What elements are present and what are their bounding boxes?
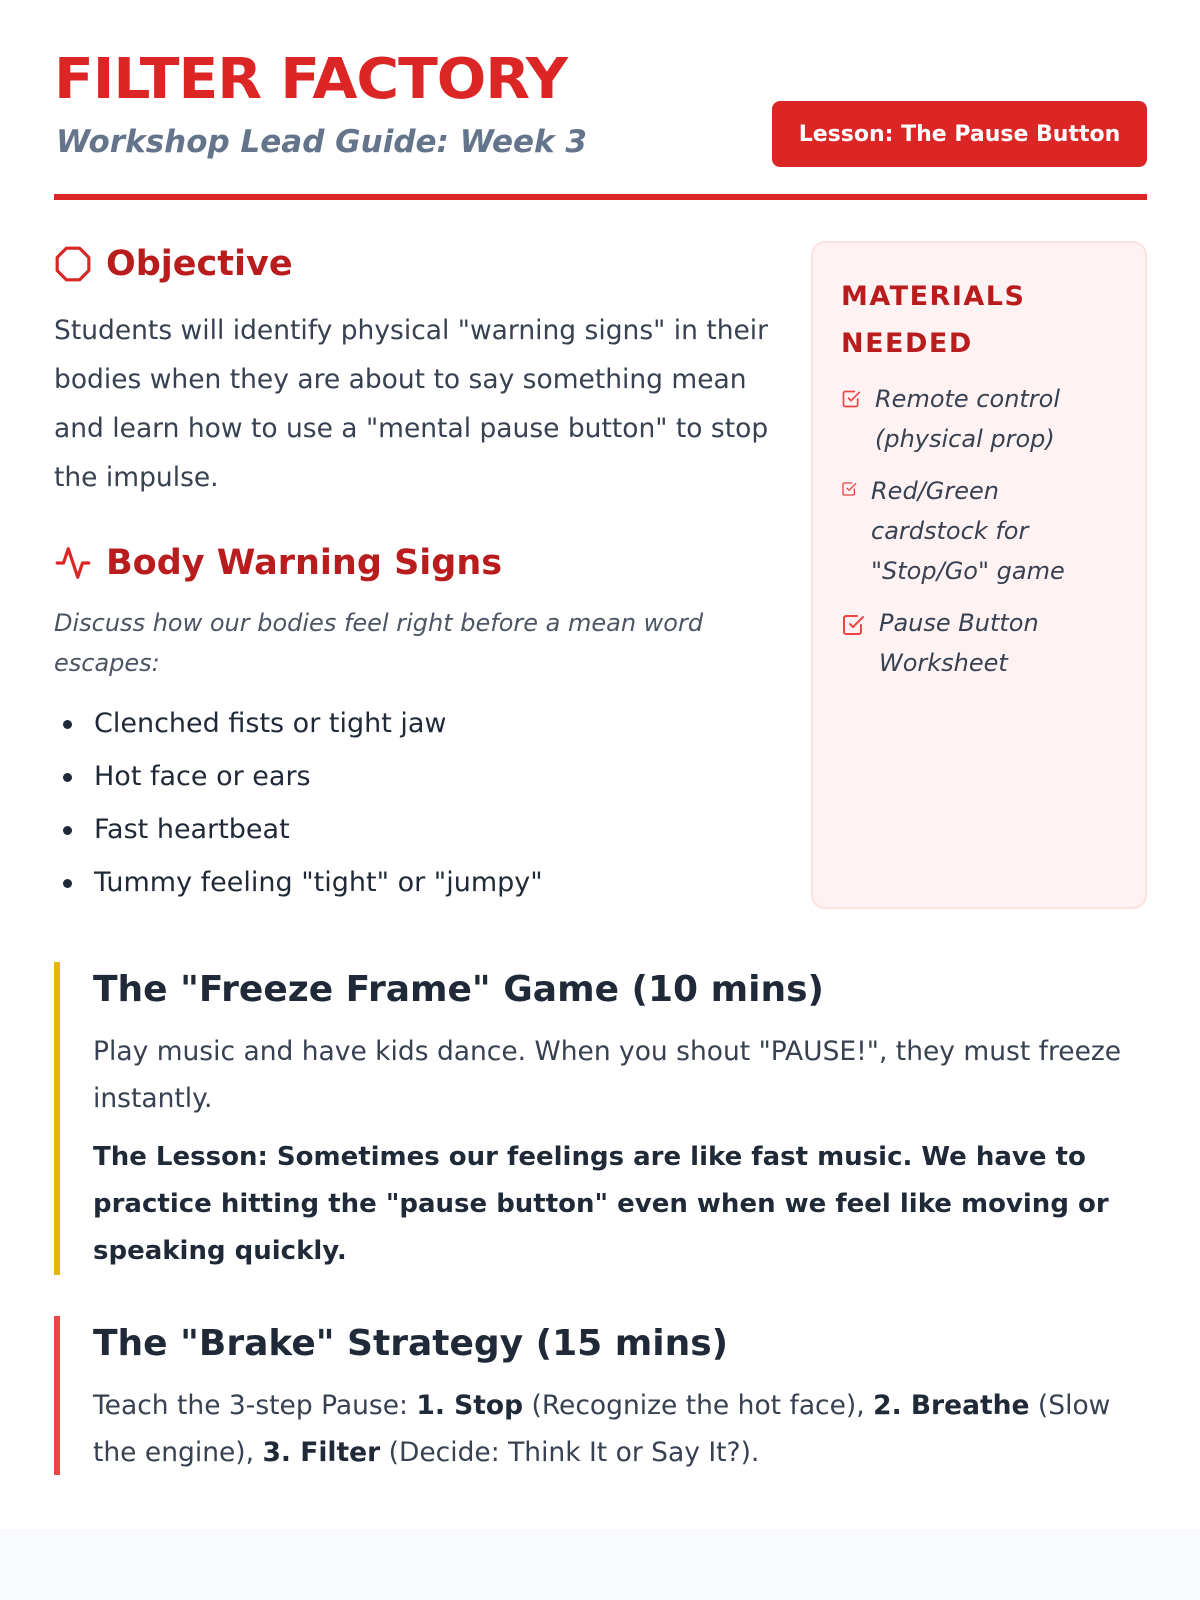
page-subtitle: Workshop Lead Guide: Week 3 <box>56 124 587 160</box>
step-stop: 1. Stop <box>416 1390 524 1421</box>
list-item <box>841 603 1119 683</box>
pulse-icon <box>54 544 92 582</box>
octagon-icon <box>54 245 92 283</box>
activity-text: Play music and have kids dance. When you shout "PAUSE!", they must freeze instantly. <box>93 1036 1122 1114</box>
step-filter: 3. Filter <box>262 1437 381 1468</box>
lesson-page <box>54 0 1147 1468</box>
materials-list <box>841 379 1119 683</box>
warning-signs-section <box>54 543 774 909</box>
objective-heading-text: Objective <box>106 244 293 284</box>
activity-title: The "Brake" Strategy (15 mins) <box>93 1323 729 1364</box>
step-stop-text: (Recognize the hot face), <box>523 1390 874 1421</box>
warning-signs-list <box>54 697 774 909</box>
checkbox-check-icon <box>841 481 857 497</box>
step-filter-text: (Decide: Think It or Say It?). <box>380 1437 760 1468</box>
list-item: Clenched fists or tight jaw <box>54 697 774 750</box>
checkbox-check-icon <box>841 613 865 637</box>
warning-signs-intro: Discuss how our bodies feel right before a mean word escapes: <box>54 609 704 677</box>
step-breathe: 2. Breathe <box>873 1390 1030 1421</box>
step-breathe-text: (Slow the engine), <box>93 1390 1111 1468</box>
activity-title: The "Freeze Frame" Game (10 mins) <box>93 969 824 1010</box>
materials-title: MATERIALS NEEDED <box>841 281 1026 359</box>
material-label: Red/Green cardstock for "Stop/Go" game <box>871 477 1065 585</box>
material-label: Remote control (physical prop) <box>875 385 1061 453</box>
list-item: Tummy feeling "tight" or "jumpy" <box>54 856 774 909</box>
freeze-frame-activity <box>54 962 1147 1275</box>
objective-section <box>54 244 774 502</box>
brake-intro: Teach the 3-step Pause: <box>93 1390 417 1421</box>
page-title: FILTER FACTORY <box>54 47 567 112</box>
materials-panel <box>811 241 1147 909</box>
list-item: Hot face or ears <box>54 750 774 803</box>
list-item <box>841 471 1119 591</box>
activity-lesson: The Lesson: Sometimes our feelings are like fast music. We have to practice hitting the "pause button" even when we feel like moving or speaking quickly. <box>93 1142 1109 1266</box>
brake-strategy-activity <box>54 1316 1147 1475</box>
list-item <box>841 379 1119 459</box>
warning-signs-heading-text: Body Warning Signs <box>106 543 503 583</box>
checkbox-check-icon <box>841 389 861 409</box>
page-header <box>54 0 1147 200</box>
activity-text <box>93 1382 1147 1476</box>
objective-heading <box>54 244 774 284</box>
list-item: Fast heartbeat <box>54 803 774 856</box>
warning-signs-heading <box>54 543 774 583</box>
lesson-badge: Lesson: The Pause Button <box>772 101 1147 167</box>
footer-band <box>0 1530 1200 1600</box>
objective-text: Students will identify physical "warning signs" in their bodies when they are about to say something mean and learn how to use a "mental pause button" to stop the impulse. <box>54 315 769 493</box>
material-label: Pause Button Worksheet <box>879 609 1039 677</box>
